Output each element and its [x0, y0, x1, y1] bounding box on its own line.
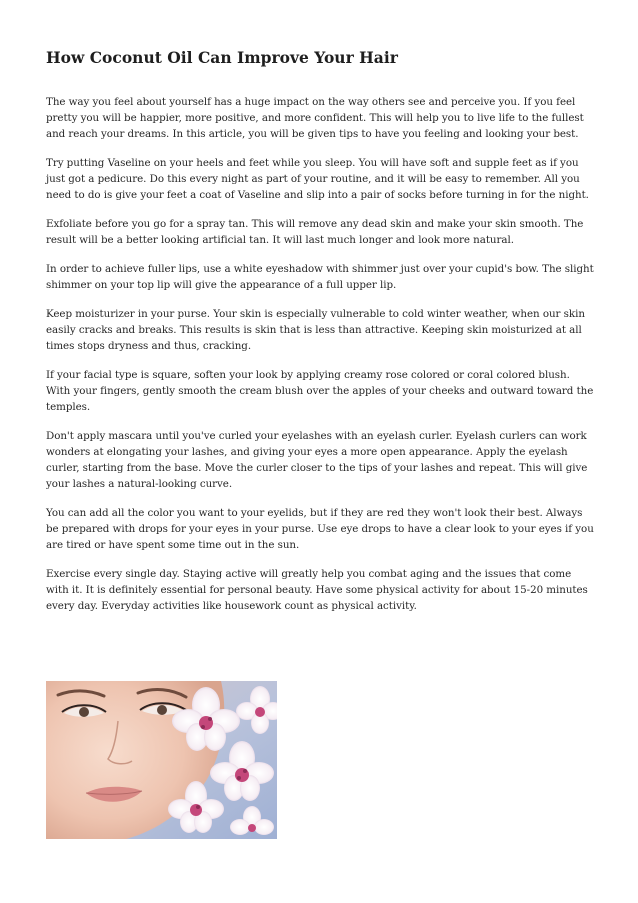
- paragraph-7: Don't apply mascara until you've curled your eyelashes with an eyelash curler. Eyelash curlers can work wonders at elongating your lashes, and giving your eyes a more open appearance. Apply the eyelash curler, starting from the base. Move the curler closer to the tips of your lashes and repeat. This will give your lashes a natural-looking curve.: [46, 430, 588, 490]
- woman-face-with-orchids-photo: [46, 681, 277, 839]
- paragraph-3: Exfoliate before you go for a spray tan. This will remove any dead skin and make your skin smooth. The result will be a better looking artificial tan. It will last much longer and look more natural.: [46, 218, 584, 246]
- paragraph-4: In order to achieve fuller lips, use a white eyeshadow with shimmer just over your cupid's bow. The slight shimmer on your top lip will give the appearance of a full upper lip.: [46, 263, 594, 291]
- paragraph-1: The way you feel about yourself has a huge impact on the way others see and perceive you. If you feel pretty you will be happier, more positive, and more confident. This will help you to live life to the fullest and reach your dreams. In this article, you will be given tips to have you feeling and looking your best.: [46, 96, 584, 140]
- article-title: How Coconut Oil Can Improve Your Hair: [46, 48, 398, 67]
- article: [46, 48, 594, 627]
- paragraph-2: Try putting Vaseline on your heels and feet while you sleep. You will have soft and supple feet as if you just got a pedicure. Do this every night as part of your routine, and it will be easy to remember. All you need to do is give your feet a coat of Vaseline and slip into a pair of socks before turning in for the night.: [46, 157, 589, 201]
- paragraph-8: You can add all the color you want to your eyelids, but if they are red they won't look their best. Always be prepared with drops for your eyes in your purse. Use eye drops to have a clear look to your eyes if you are tired or have spent some time out in the sun.: [46, 507, 594, 551]
- paragraph-6: If your facial type is square, soften your look by applying creamy rose colored or coral colored blush. With your fingers, gently smooth the cream blush over the apples of your cheeks and outward toward the temples.: [46, 369, 594, 413]
- paragraph-5: Keep moisturizer in your purse. Your skin is especially vulnerable to cold winter weather, when our skin easily cracks and breaks. This results is skin that is less than attractive. Keeping skin moisturized at all times stops dryness and thus, cracking.: [46, 308, 585, 352]
- paragraph-9: Exercise every single day. Staying active will greatly help you combat aging and the issues that come with it. It is definitely essential for personal beauty. Have some physical activity for about 15-20 minutes every day. Everyday activities like housework count as physical activity.: [46, 568, 588, 612]
